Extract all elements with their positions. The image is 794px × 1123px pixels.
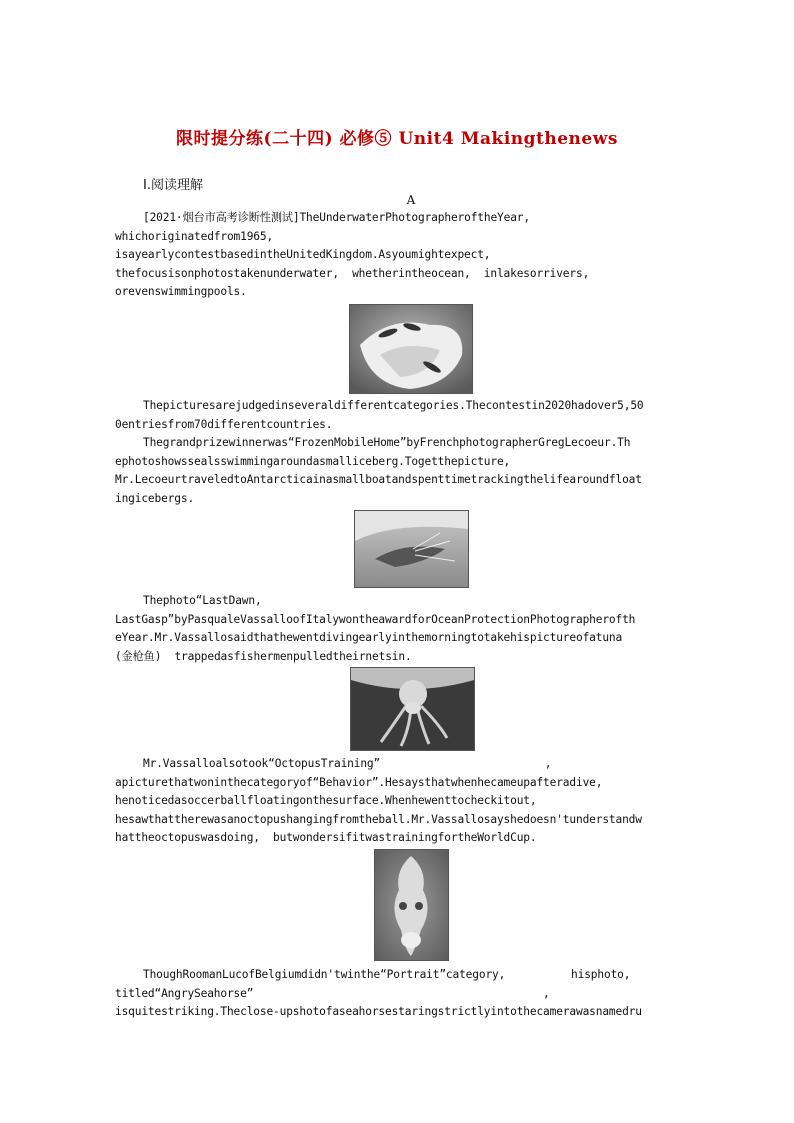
paragraph-intro	[115, 209, 677, 302]
text-line: LastGasp”byPasqualeVassalloofItalywontheawardforOceanProtectionPhotographerofth	[115, 612, 636, 626]
text-line: Mr.LecoeurtraveledtoAntarcticainasmallboatandspenttimetrackingthelifearoundfloat	[115, 473, 642, 486]
text-line: isayearlycontestbasedintheUnitedKingdom.Asyoumightexpect,	[115, 248, 491, 261]
seals-iceberg-photo	[349, 304, 473, 394]
text-line: Thegrandprizewinnerwas“FrozenMobileHome”byFrenchphotographerGregLecoeur.Th	[143, 436, 631, 449]
text-line: Mr.Vassalloalsotook“OctopusTraining” ,	[143, 757, 552, 770]
page-title: 限时提分练(二十四) 必修⑤ Unit4 Makingthenews	[176, 129, 618, 149]
text-line: whichoriginatedfrom1965,	[115, 229, 274, 243]
tuna-net-photo	[354, 510, 469, 588]
text-line: Thephoto“LastDawn,	[143, 594, 262, 607]
paragraph-grand-prize	[115, 434, 677, 508]
text-line: (金枪鱼) trappedasfishermenpulledtheirnetsin.	[115, 649, 412, 663]
passage-label: A	[406, 193, 416, 207]
text-line: titled“AngrySeahorse” ,	[115, 986, 550, 1000]
text-line: henoticedasoccerballfloatingonthesurface.Whenhewenttocheckitout,	[115, 794, 537, 807]
text-line: 0entriesfrom70differentcountries.	[115, 417, 333, 431]
text-line: isquitestriking.Theclose-upshotofaseahorsestaringstrictlyintothecamerawasnamedru	[115, 1005, 642, 1018]
text-line: [2021·烟台市高考诊断性测试]TheUnderwaterPhotographeroftheYear,	[143, 211, 530, 224]
paragraph-octopus	[115, 755, 677, 848]
text-line: ephotoshowssealsswimmingaroundasmalliceberg.Togetthepicture,	[115, 454, 511, 468]
paragraph-seahorse	[115, 966, 677, 1022]
text-line: orevenswimmingpools.	[115, 285, 247, 298]
text-line: Thepicturesarejudgedinseveraldifferentcategories.Thecontestin2020hadover5,50	[143, 399, 644, 412]
paragraph-categories	[115, 397, 677, 434]
section-heading: Ⅰ.阅读理解	[143, 178, 203, 193]
text-line: hattheoctopuswasdoing, butwondersifitwastrainingfortheWorldCup.	[115, 831, 537, 844]
text-line: apicturethatwoninthecategoryof“Behavior”.Hesaysthatwhenhecameupafteradive,	[115, 775, 603, 789]
text-line: eYear.Mr.Vassallosaidthathewentdivingearlyinthemorningtotakehispictureofatuna	[115, 631, 623, 644]
text-line: ThoughRoomanLucofBelgiumdidn'twinthe“Portrait”category, hisphoto,	[143, 968, 631, 981]
text-line: hesawthattherewasanoctopushangingfromtheball.Mr.Vassallosayshedoesn'tunderstandw	[115, 812, 642, 826]
paragraph-last-dawn	[115, 592, 677, 666]
text-line: thefocusisonphotostakenunderwater, whetherintheocean, inlakesorrivers,	[115, 266, 590, 280]
text-line: ingicebergs.	[115, 491, 195, 505]
octopus-ball-photo	[350, 667, 475, 751]
seahorse-photo	[374, 849, 449, 961]
